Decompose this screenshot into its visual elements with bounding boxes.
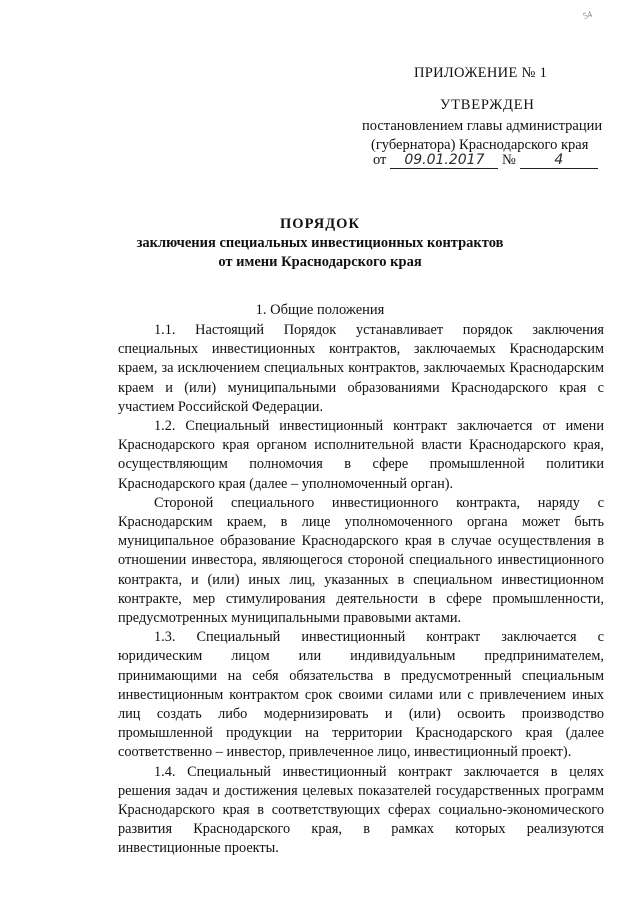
paragraph-1-3: 1.3. Специальный инвестиционный контракт заключается с юридическим лицом или индивидуальным предпринимателем, принимающими на себя обязательства в предусмотренный специальным инвестиционным контрактом срок своими силами или с привлечением иных лиц создать либо модернизировать и (или) освоить производство промышленной продукции на территории Краснодарского края (далее соответственно – инвестор, привлеченное лицо, инвестиционный проект).	[118, 629, 604, 761]
appendix-label: ПРИЛОЖЕНИЕ № 1	[414, 65, 548, 81]
approved-label: УТВЕРЖДЕН	[440, 97, 535, 113]
document-subtitle-line-2: от имени Краснодарского края	[218, 254, 422, 270]
number-prefix: №	[502, 152, 516, 168]
section-heading: 1. Общие положения	[255, 302, 385, 318]
handwritten-date: 09.01.2017	[390, 152, 498, 169]
document-title: ПОРЯДОК	[280, 216, 360, 232]
paragraph-1-2: 1.2. Специальный инвестиционный контракт заключается от имени Краснодарского края органом исполнительной власти Краснодарского края, осуществляющим полномочия в сфере промышленной политики Краснодарского края (далее – уполномоченный орган).	[118, 418, 604, 492]
approved-by-line-1: постановлением главы администрации	[362, 118, 603, 134]
paragraph-1-4: 1.4. Специальный инвестиционный контракт заключается в целях решения задач и достижения целевых показателей государственных программ Краснодарского края в соответствующих сферах социально-экономического развития Краснодарского края, в рамках которых реализуются инвестиционные проекты.	[118, 763, 604, 857]
approval-date-row	[373, 152, 598, 174]
document-subtitle-line-1: заключения специальных инвестиционных контрактов	[136, 235, 504, 251]
document-body	[118, 321, 604, 859]
approved-by-line-2: (губернатора) Краснодарского края	[371, 137, 589, 153]
date-prefix: от	[373, 152, 387, 168]
paragraph-1-1: 1.1. Настоящий Порядок устанавливает порядок заключения специальных инвестиционных контрактов, заключаемых Краснодарским краем, за исключением специальных контрактов, заключаемых Краснодарским краем и (или) муниципальными образованиями Краснодарского края с участием Российской Федерации.	[118, 322, 604, 415]
page-number-mark: 54	[581, 8, 594, 22]
handwritten-number: 4	[520, 152, 598, 169]
paragraph-1-2-continued: Стороной специального инвестиционного контракта, наряду с Краснодарским краем, в лице уполномоченного органа может быть муниципальное образование Краснодарского края в случае осуществления в отношении инвестора, являющегося стороной специального инвестиционного контракта, и (или) иных лиц, указанных в специальном инвестиционном контракте, мер стимулирования деятельности в сфере промышленности, предусмотренных муниципальными правовыми актами.	[118, 494, 604, 627]
